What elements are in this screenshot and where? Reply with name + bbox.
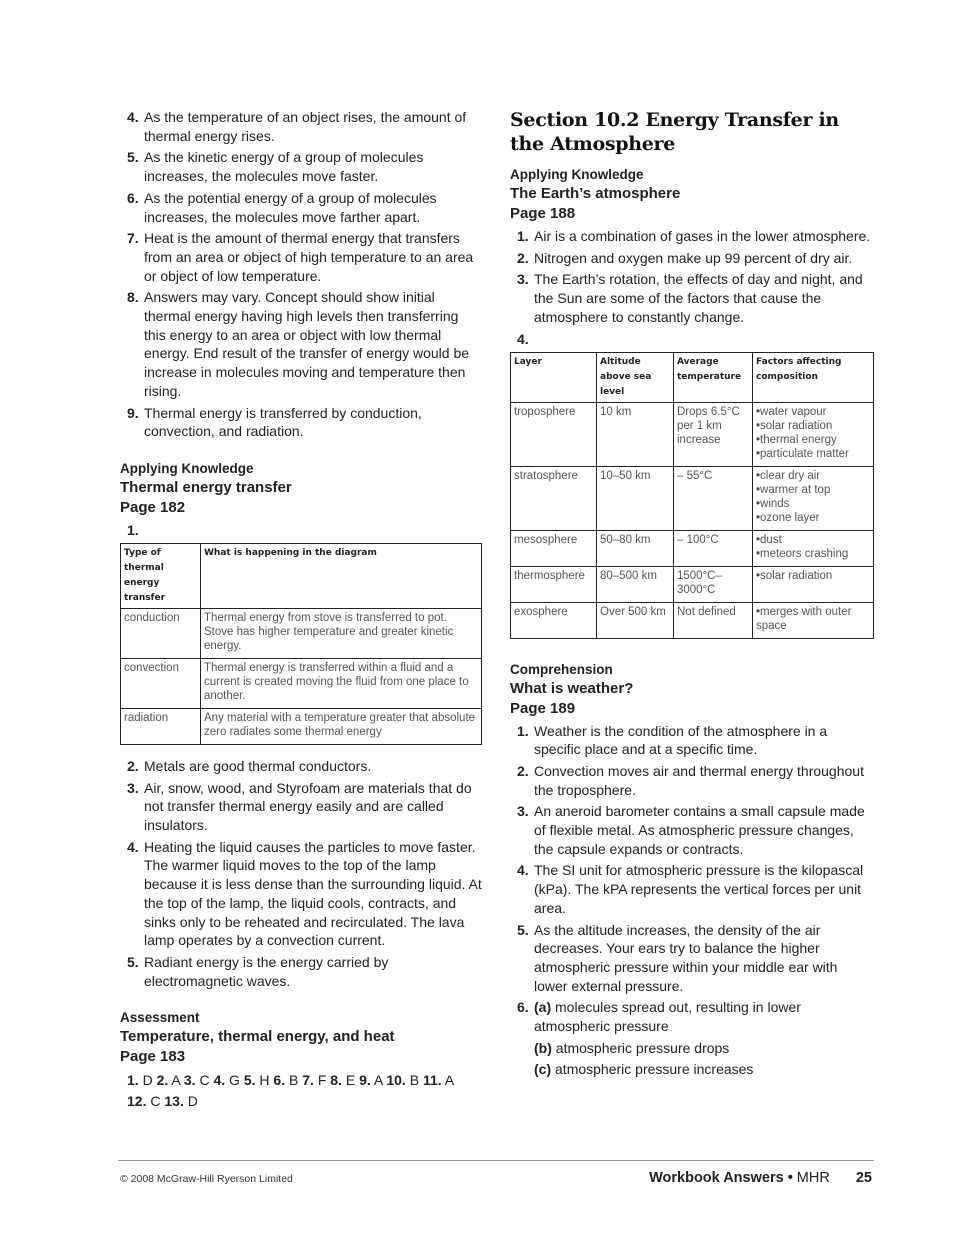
mc-number: 3. [183,1072,196,1089]
answer-text: Radiant energy is the energy carried by electromagnetic waves. [144,953,389,989]
factors-list [756,469,870,525]
table-header: Layer [511,352,597,402]
sub-answer-text: atmospheric pressure drops [555,1039,730,1056]
answer-number: 9. [127,404,139,421]
mc-number: 2. [156,1072,169,1089]
mc-item [423,1072,453,1088]
mc-item [359,1072,382,1088]
table-row [121,708,482,744]
layer-cell: mesosphere [511,530,597,566]
factor-item: • meteors crashing [756,547,870,561]
answer-item [120,838,482,950]
thermal-transfer-table [120,543,482,745]
answer-text: Weather is the condition of the atmosphere in a specific place and at a specific time. [534,722,828,758]
table-header: Average temperature [674,352,753,402]
answer-number: 4. [127,838,139,855]
publisher: MHR [796,1170,830,1186]
book-title: Workbook Answers [649,1170,784,1186]
table-header: Altitude above sea level [597,352,674,402]
sub-answer-text: molecules spread out, resulting in lower atmospheric pressure [534,999,801,1035]
mc-number: 6. [273,1072,286,1089]
question-number: 4. [517,330,529,347]
mc-answer: D [187,1093,198,1110]
answer-number: 4. [127,109,139,125]
sub-answer-label: (a) [534,999,552,1016]
multiple-choice-answers [120,1070,482,1112]
section-page: Page 188 [510,205,576,222]
answer-item [510,227,874,246]
mc-item [184,1072,210,1088]
answer-item [120,148,482,185]
factor-item: • winds [756,497,870,511]
section-title: Thermal energy transfer [120,478,292,496]
temperature-cell: Not defined [674,602,753,638]
left-column [120,108,482,1112]
answer-list-weather [510,722,874,996]
factor-item: • water vapour [756,405,870,419]
layer-cell: troposphere [511,402,597,466]
answer-item [510,270,874,326]
footer-divider [118,1160,874,1161]
mc-item [330,1072,355,1088]
temperature-cell: – 55°C [674,466,753,530]
answer-item [510,722,874,759]
factor-item: • thermal energy [756,433,870,447]
answer-number: 3. [127,779,139,796]
factors-cell [753,566,874,602]
answer-item [120,108,482,145]
answer-item [120,189,482,226]
factors-cell [753,602,874,638]
table-header: Type of thermal energy transfer [121,543,201,608]
altitude-cell: 10 km [597,402,674,466]
sub-answer-label: (b) [534,1039,552,1056]
mc-answer: G [229,1072,240,1089]
mc-answer: D [142,1072,153,1089]
section-title: Temperature, thermal energy, and heat [120,1028,395,1046]
answer-text: Heating the liquid causes the particles to move faster. The warmer liquid moves to the top of the lamp because it is less dense than the surrounding liquid. At the top of the lamp, the liquid cools, contracts, and sinks only to be reheated and recirculated. The lava lamp operates by a convection current. [144,838,482,949]
table-cell: Thermal energy is transferred within a fluid and a current is created moving the fluid from one place to another. [201,658,482,708]
answer-item [510,249,874,268]
answer-number: 5. [127,953,139,970]
answer-item [510,921,874,996]
answer-number: 8. [127,289,139,306]
answer-list-mid [120,757,482,990]
table-row [511,402,874,466]
mc-item [273,1072,298,1088]
mc-answer: E [345,1072,356,1089]
mc-item [157,1072,180,1088]
mc-number: 8. [330,1072,342,1089]
section-heading: Section 10.2 Energy Transfer in the Atmosphere [510,109,839,155]
mc-item [164,1093,197,1109]
section-page: Page 183 [120,1048,186,1066]
mc-number: 9. [359,1072,371,1089]
mc-number: 4. [213,1072,226,1089]
mc-item [127,1093,160,1109]
question-number: 1. [127,521,139,538]
answer-text: Answers may vary. Concept should show initial thermal energy having high levels then transferring this energy to an area or object with low thermal energy. End result of the transfer of energy would be increase in molecules moving and temperature then rising. [144,289,470,399]
factor-item: • solar radiation [756,419,870,433]
answer-text: An aneroid barometer contains a small capsule made of flexible metal. As atmospheric pressure changes, the capsule expands or contracts. [534,803,865,857]
factor-item: • warmer at top [756,483,870,497]
sub-answer [534,1060,874,1079]
answer-text: Air is a combination of gases in the lower atmosphere. [534,228,871,244]
table-header: Factors affecting composition [753,352,874,402]
section-title: The Earth’s atmosphere [510,185,681,202]
section-label: Assessment [120,1010,200,1026]
sub-answer-label: (c) [534,1061,552,1078]
right-column [510,108,874,1082]
factor-item: • merges with outer space [756,605,870,633]
answer-text: As the kinetic energy of a group of molecules increases, the molecules move faster. [144,149,424,185]
answer-number: 3. [517,803,529,820]
answer-number: 2. [127,757,139,774]
answer-text: Metals are good thermal conductors. [144,757,372,774]
answer-number: 7. [127,230,139,247]
footer-bullet: • [787,1170,793,1186]
answer-number: 1. [517,722,529,739]
answer-number: 6. [127,189,139,206]
table-row [121,658,482,708]
table-row [121,608,482,658]
sub-answer [534,998,874,1035]
answer-text: As the altitude increases, the density of the air decreases. Your ears try to balance the higher atmospheric pressure within your middle ear with lower external pressure. [534,921,838,994]
copyright: © 2008 McGraw-Hill Ryerson Limited [120,1173,293,1185]
layer-cell: thermosphere [511,566,597,602]
layer-cell: stratosphere [511,466,597,530]
answer-item [510,861,874,917]
answer-text: The SI unit for atmospheric pressure is the kilopascal (kPa). The kPA represents the vertical forces per unit area. [534,862,864,916]
sub-answer-text: atmospheric pressure increases [555,1061,754,1078]
factors-list [756,405,870,461]
factors-cell [753,466,874,530]
factors-cell [753,530,874,566]
table-row [511,602,874,638]
answer-text: Air, snow, wood, and Styrofoam are materials that do not transfer thermal energy easily and are called insulators. [144,779,472,834]
table-cell: Thermal energy from stove is transferred to pot. Stove has higher temperature and greater kinetic energy. [201,608,482,658]
section-page: Page 182 [120,498,186,516]
answer-item [510,762,874,799]
mc-number: 13. [164,1093,184,1110]
mc-number: 12. [127,1093,147,1110]
table-row [511,466,874,530]
answer-text: Nitrogen and oxygen make up 99 percent of dry air. [534,249,853,266]
factor-item: • clear dry air [756,469,870,483]
temperature-cell: Drops 6.5°C per 1 km increase [674,402,753,466]
mc-answer: B [409,1072,420,1089]
factor-item: • ozone layer [756,511,870,525]
mc-answer: A [373,1072,383,1089]
factors-list [756,569,870,583]
answer-item [120,288,482,400]
answer-number: 2. [517,249,529,266]
answer-number: 3. [517,271,529,288]
answer-number: 4. [517,862,529,879]
layer-cell: exosphere [511,602,597,638]
mc-item [213,1072,239,1088]
answer-text: As the potential energy of a group of molecules increases, the molecules move farther apart. [144,189,437,225]
mc-answer: C [150,1093,161,1110]
mc-item [386,1072,419,1088]
section-label: Applying Knowledge [510,167,644,182]
section-label: Comprehension [510,661,613,677]
factor-item: • particulate matter [756,447,870,461]
answer-item [120,404,482,441]
mc-answer: A [171,1072,180,1089]
mc-answer: H [259,1072,270,1089]
mc-answer: C [199,1072,210,1089]
answer-number: 5. [127,149,139,166]
section-title: What is weather? [510,679,634,697]
atmosphere-layers-table [510,352,874,639]
table-row [511,530,874,566]
factor-item: • dust [756,533,870,547]
answer-text: Convection moves air and thermal energy throughout the troposphere. [534,762,864,798]
table-cell: radiation [121,708,201,744]
answer-number: 2. [517,762,529,779]
answer-text: Heat is the amount of thermal energy that transfers from an area or object of high temperature to an area or object of low temperature. [144,230,474,284]
mc-number: 1. [127,1072,139,1089]
altitude-cell: 80–500 km [597,566,674,602]
answer-number: 1. [517,228,529,244]
answer-text: Thermal energy is transferred by conduction, convection, and radiation. [144,404,422,440]
answer-list-top [120,108,482,441]
mc-item [127,1072,153,1088]
answer-text: As the temperature of an object rises, the amount of thermal energy rises. [144,109,467,144]
section-label: Applying Knowledge [120,460,254,476]
question-number: 6. [517,999,529,1016]
mc-number: 7. [302,1072,314,1089]
page-number: 25 [855,1170,872,1186]
answer-item [120,229,482,285]
answer-text: The Earth’s rotation, the effects of day and night, and the Sun are some of the factors that cause the atmosphere to constantly change. [534,271,863,325]
mc-number: 11. [422,1072,442,1089]
table-row [511,566,874,602]
answer-number: 5. [517,921,529,938]
question-6-parts [534,998,874,1079]
mc-answer: F [317,1072,327,1089]
answer-item [510,802,874,858]
factors-cell [753,402,874,466]
mc-item [244,1072,270,1088]
altitude-cell: 10–50 km [597,466,674,530]
section-page: Page 189 [510,699,576,717]
factors-list [756,533,870,561]
footer-info [649,1170,872,1186]
table-header: What is happening in the diagram [201,543,482,608]
mc-answer: A [444,1072,454,1089]
altitude-cell: Over 500 km [597,602,674,638]
mc-answer: B [289,1072,299,1089]
factor-item: • solar radiation [756,569,870,583]
temperature-cell: – 100°C [674,530,753,566]
factors-list [756,605,870,633]
sub-answer [534,1039,874,1058]
answer-item [120,757,482,776]
altitude-cell: 50–80 km [597,530,674,566]
mc-number: 10. [386,1072,406,1089]
mc-item [302,1072,326,1088]
table-cell: Any material with a temperature greater that absolute zero radiates some thermal energy [201,708,482,744]
temperature-cell: 1500°C– 3000°C [674,566,753,602]
table-cell: convection [121,658,201,708]
answer-list-atmosphere [510,227,874,327]
answer-item [120,953,482,990]
mc-number: 5. [243,1072,256,1089]
table-cell: conduction [121,608,201,658]
question-6 [510,998,874,1079]
answer-item [120,779,482,835]
